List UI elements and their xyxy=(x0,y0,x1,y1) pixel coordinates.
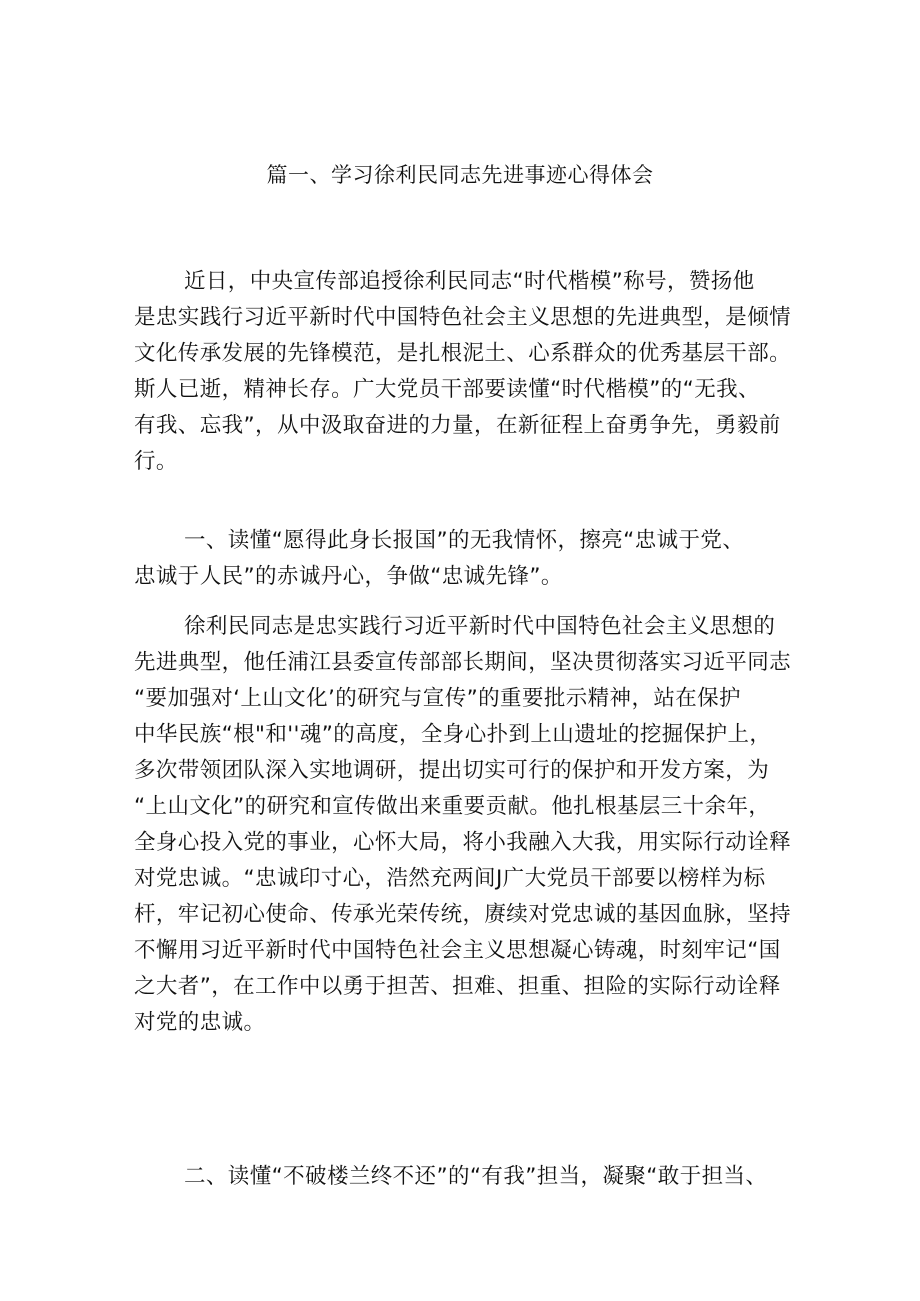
text-line: 有我、忘我”，从中汲取奋进的力量，在新征程上奋勇争先，勇毅前 xyxy=(134,413,781,438)
text-line: 杆，牢记初心使命、传承光荣传统，赓续对党忠诚的基因血脉，坚持 xyxy=(134,902,792,927)
document-title: 篇一、学习徐利民同志先进事迹心得体会 xyxy=(266,163,654,187)
text-line: 对党的忠诚。 xyxy=(134,1010,266,1035)
paragraph-intro xyxy=(134,264,792,480)
text-line: 近日，中央宣传部追授徐利民同志“时代楷模”称号，赞扬他 xyxy=(184,269,755,294)
text-line: 全身心投入党的事业，心怀大局，将小我融入大我，用实际行动诠释 xyxy=(134,830,792,855)
section-heading-one xyxy=(134,523,786,595)
text-line: “上山文化”的研究和宣传做出来重要贡献。他扎根基层三十余年， xyxy=(134,794,771,819)
text-line: 徐利民同志是忠实践行习近平新时代中国特色社会主义思想的 xyxy=(184,614,776,639)
text-line: 文化传承发展的先锋模范，是扎根泥土、心系群众的优秀基层干部。 xyxy=(134,341,792,366)
text-line: 对党忠诚。“忠诚印寸心，浩然充两间J广大党员干部要以榜样为标 xyxy=(134,866,766,891)
text-line: 是忠实践行习近平新时代中国特色社会主义思想的先进典型，是倾情 xyxy=(134,305,792,330)
text-line: 不懈用习近平新时代中国特色社会主义思想凝心铸魂，时刻牢记“国 xyxy=(134,938,781,963)
text-line: 之大者”，在工作中以勇于担苦、担难、担重、担险的实际行动诠释 xyxy=(134,974,781,999)
paragraph-body-one xyxy=(134,609,792,1041)
text-line: 斯人已逝，精神长存。广大党员干部要读懂“时代楷模”的“无我、 xyxy=(134,377,760,402)
text-line: 中华民族“根"和''魂”的高度，全身心扑到上山遗址的挖掘保护上， xyxy=(134,722,772,747)
text-line: 二、读懂“不破楼兰终不还”的“有我”担当，凝聚“敢于担当、 xyxy=(184,1164,768,1189)
text-line: 多次带领团队深入实地调研，提出切实可行的保护和开发方案，为 xyxy=(134,758,770,783)
text-line: 行。 xyxy=(134,449,178,474)
text-line: “要加强对‘上山文化’的研究与宣传”的重要批示精神，站在保护 xyxy=(134,686,741,711)
text-line: 先进典型，他任浦江县委宣传部部长期间，坚决贯彻落实习近平同志 xyxy=(134,650,792,675)
section-heading-two xyxy=(134,1159,786,1195)
text-line: 忠诚于人民”的赤诚丹心，争做“忠诚先锋”。 xyxy=(134,564,563,589)
text-line: 一、读懂“愿得此身长报国”的无我情怀，擦亮“忠诚于党、 xyxy=(184,528,745,553)
